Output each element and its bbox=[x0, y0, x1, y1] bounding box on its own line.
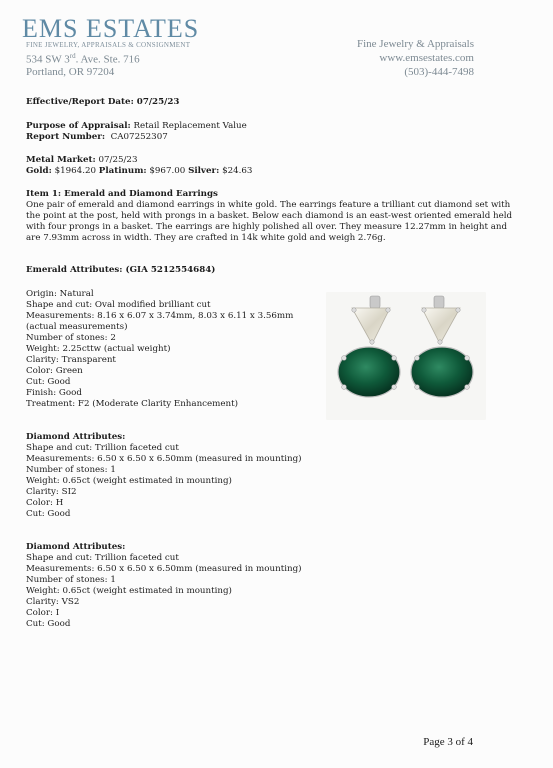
emerald-attr-line: (actual measurements) bbox=[26, 322, 128, 332]
diamond-attr-line: Clarity: VS2 bbox=[26, 597, 80, 607]
effective-date: Effective/Report Date: 07/25/23 bbox=[26, 97, 180, 107]
diamond-attributes-title: Diamond Attributes: bbox=[26, 542, 126, 552]
emerald-attr-line: Shape and cut: Oval modified brilliant cut bbox=[26, 300, 211, 310]
diamond-attr-line: Number of stones: 1 bbox=[26, 465, 116, 475]
header-website: www.emsestates.com bbox=[379, 52, 474, 64]
metal-prices-line: Gold: $1964.20 Platinum: $967.00 Silver: $24.63 bbox=[26, 166, 253, 176]
item-description-line: are 7.93mm across in width. They are crafted in 14k white gold and weigh 2.76g. bbox=[26, 233, 386, 243]
page-number: Page 3 of 4 bbox=[423, 736, 473, 748]
emerald-attr-line: Clarity: Transparent bbox=[26, 355, 116, 365]
diamond-attr-line: Measurements: 6.50 x 6.50 x 6.50mm (measured in mounting) bbox=[26, 454, 302, 464]
emerald-attr-line: Number of stones: 2 bbox=[26, 333, 116, 343]
right-earring bbox=[411, 296, 473, 397]
company-tagline: FINE JEWELRY, APPRAISALS & CONSIGNMENT bbox=[26, 41, 191, 49]
emerald-attr-line: Color: Green bbox=[26, 366, 83, 376]
diamond-attr-line: Shape and cut: Trillion faceted cut bbox=[26, 443, 179, 453]
earrings-photo bbox=[326, 292, 486, 420]
header-services: Fine Jewelry & Appraisals bbox=[356, 38, 474, 50]
metal-market-line: Metal Market: 07/25/23 bbox=[26, 155, 138, 165]
diamond-attr-line: Color: H bbox=[26, 498, 64, 508]
item-title: Item 1: Emerald and Diamond Earrings bbox=[26, 189, 218, 199]
diamond-attr-line: Weight: 0.65ct (weight estimated in mounting) bbox=[26, 476, 232, 486]
emerald-attr-line: Measurements: 8.16 x 6.07 x 3.74mm, 8.03 x 6.11 x 3.56mm bbox=[26, 311, 294, 321]
purpose-line: Purpose of Appraisal: Retail Replacement Value bbox=[26, 121, 247, 131]
report-number-line: Report Number: CA07252307 bbox=[26, 132, 168, 142]
diamond-attr-line: Color: I bbox=[26, 608, 60, 618]
earrings-illustration bbox=[326, 292, 486, 420]
address-line-1: 534 SW 3rd. Ave. Ste. 716 bbox=[26, 52, 140, 66]
item-description-line: the point at the post, held with prongs in a basket. Below each diamond is an east-west oriented emerald held bbox=[26, 211, 513, 221]
diamond-attr-line: Cut: Good bbox=[26, 619, 71, 629]
diamond-attr-line: Weight: 0.65ct (weight estimated in mounting) bbox=[26, 586, 232, 596]
diamond-attr-line: Shape and cut: Trillion faceted cut bbox=[26, 553, 179, 563]
diamond-attr-line: Cut: Good bbox=[26, 509, 71, 519]
emerald-attr-line: Treatment: F2 (Moderate Clarity Enhancement) bbox=[26, 399, 239, 409]
item-description-line: with four prongs in a basket. The earrings are highly polished all over. They measure 12.27mm in height and bbox=[26, 222, 508, 232]
left-earring bbox=[338, 296, 400, 397]
company-logo: EMS ESTATES bbox=[22, 14, 200, 43]
address-line-2: Portland, OR 97204 bbox=[26, 66, 115, 78]
header-phone: (503)-444-7498 bbox=[404, 66, 474, 78]
diamond-attr-line: Clarity: SI2 bbox=[26, 487, 77, 497]
diamond-attr-line: Measurements: 6.50 x 6.50 x 6.50mm (measured in mounting) bbox=[26, 564, 302, 574]
emerald-attr-line: Origin: Natural bbox=[26, 289, 94, 299]
emerald-attr-line: Finish: Good bbox=[26, 388, 82, 398]
item-description-line: One pair of emerald and diamond earrings in white gold. The earrings feature a trilliant cut diamond set with bbox=[26, 200, 511, 210]
emerald-attributes-title: Emerald Attributes: (GIA 5212554684) bbox=[26, 265, 216, 275]
emerald-attr-line: Weight: 2.25cttw (actual weight) bbox=[26, 344, 171, 354]
diamond-attributes-title: Diamond Attributes: bbox=[26, 432, 126, 442]
emerald-attr-line: Cut: Good bbox=[26, 377, 71, 387]
diamond-attr-line: Number of stones: 1 bbox=[26, 575, 116, 585]
